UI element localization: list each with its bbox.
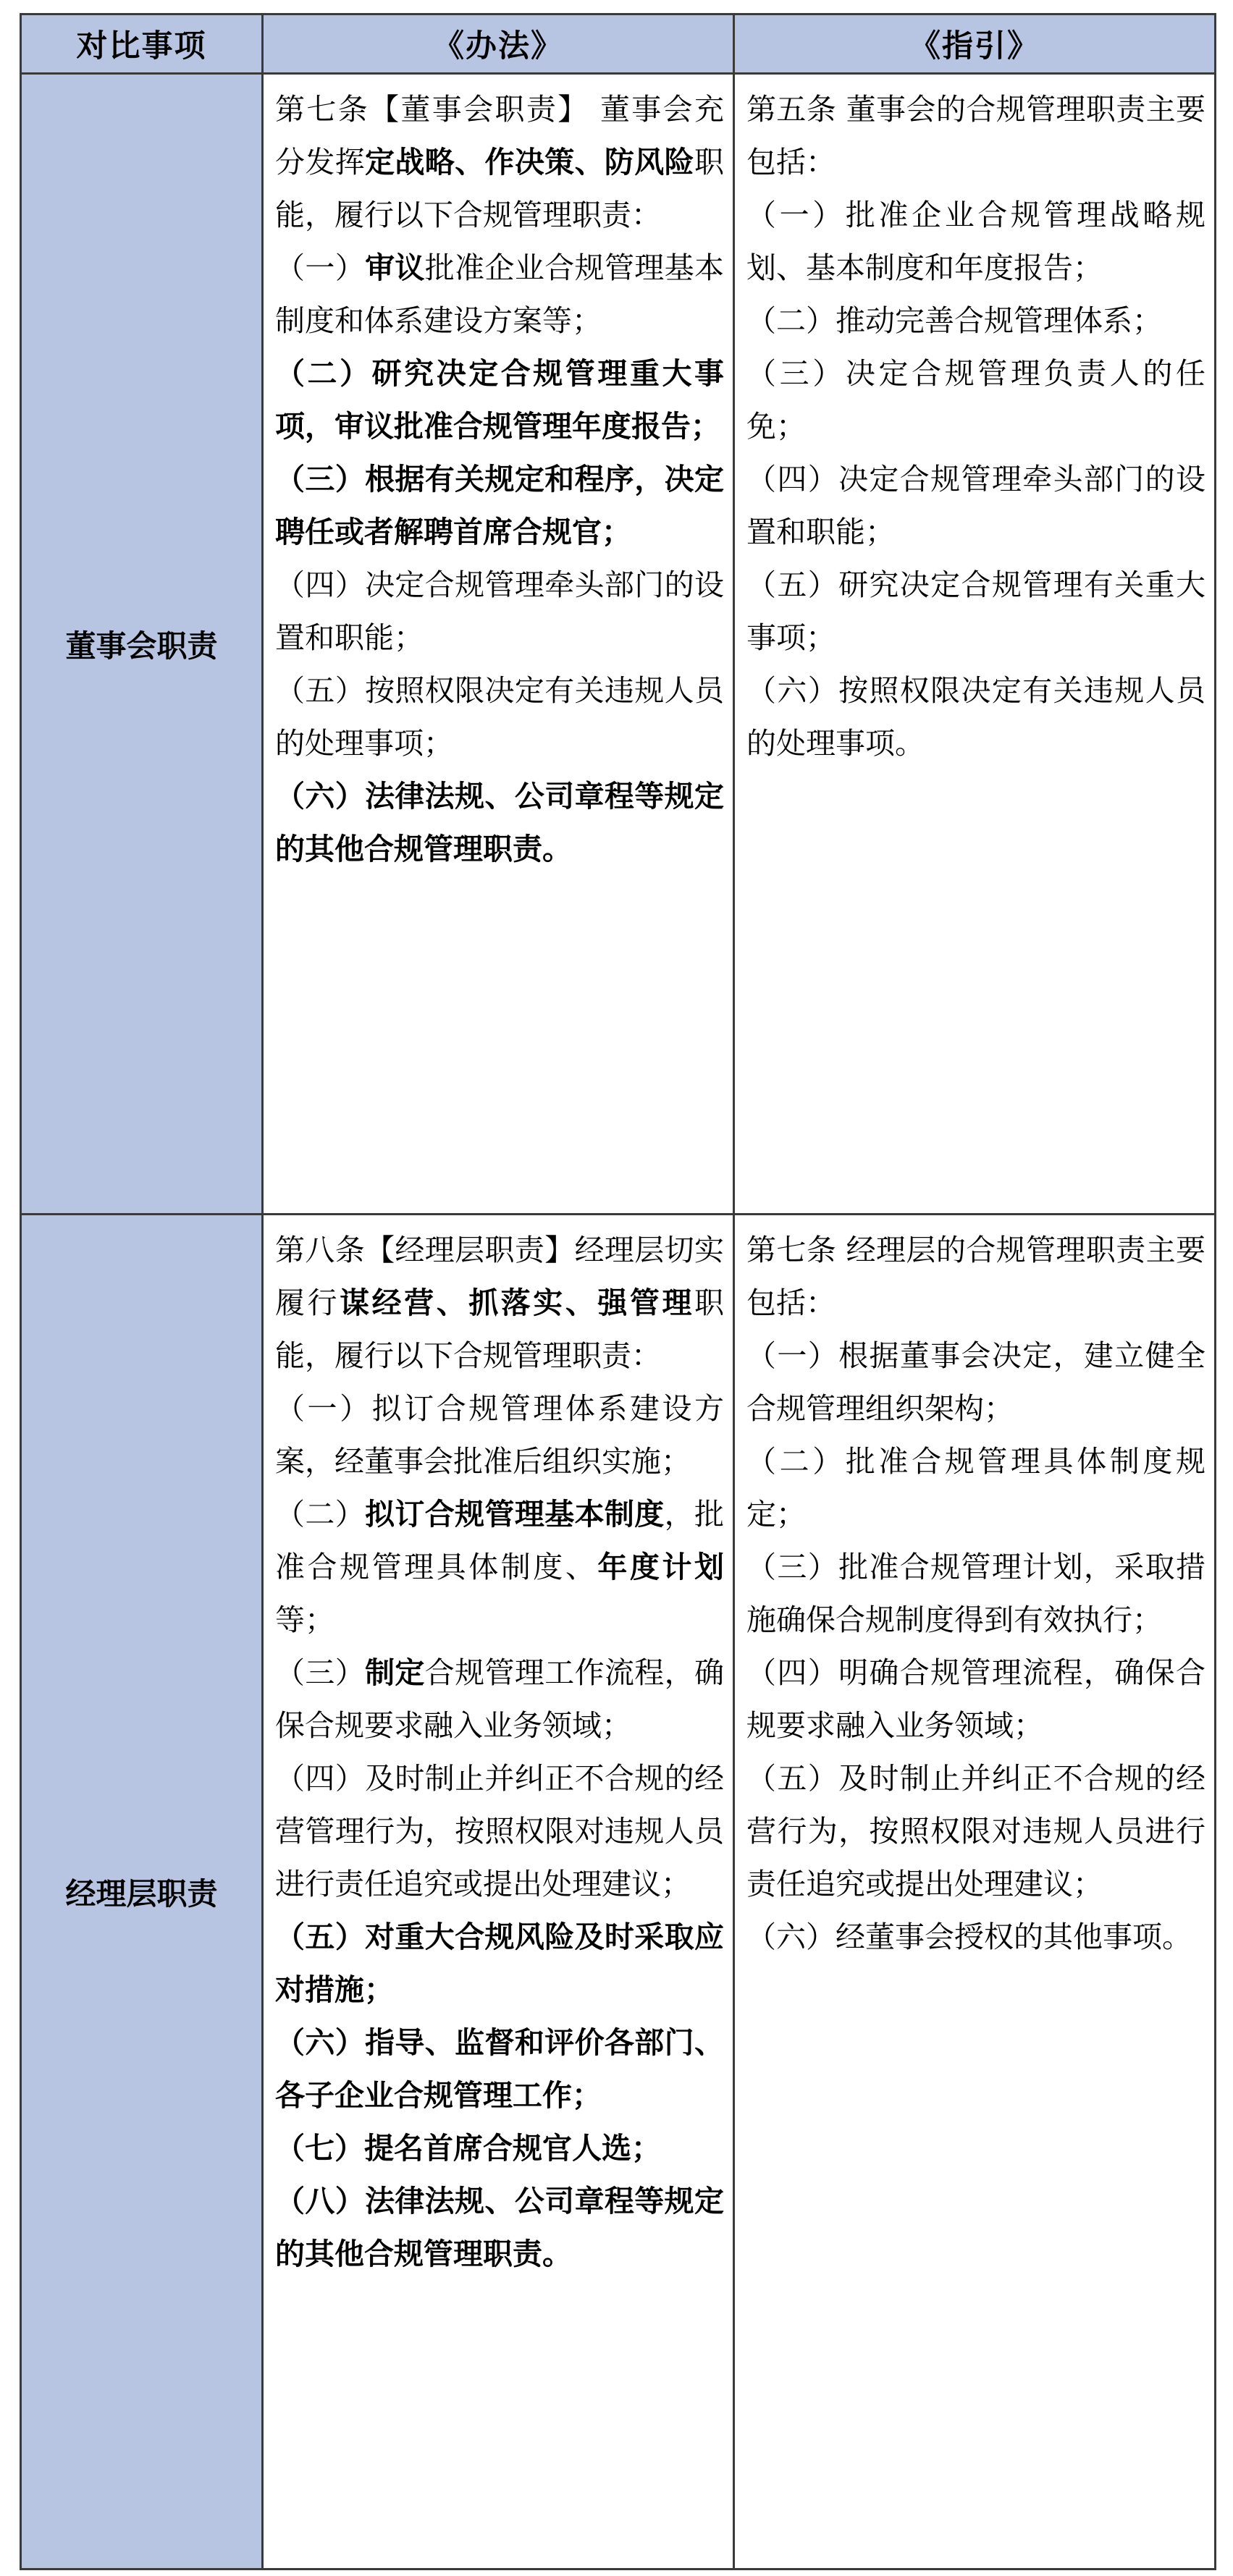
clause-paragraph <box>746 1911 1205 1964</box>
table-header-row <box>21 14 1216 74</box>
text-run: （一） <box>275 250 366 285</box>
board-banfa-cell <box>263 74 734 1215</box>
text-run: 职能，履行以下合规管理职责： <box>275 1285 725 1373</box>
clause-paragraph <box>275 1911 724 2017</box>
bold-text-run: （六）指导、监督和评价各部门、各子企业合规管理工作； <box>275 2025 724 2113</box>
text-run: （四）及时制止并纠正不合规的经营管理行为，按照权限对违规人员进行责任追究或提出处理建议； <box>275 1761 724 1901</box>
comparison-table <box>20 13 1216 2570</box>
text-run: 第七条【董事会职责】 董事会充分发挥 <box>275 92 724 180</box>
clause-paragraph <box>275 1224 724 1382</box>
clause-paragraph <box>275 1488 724 1647</box>
clause-paragraph <box>275 83 724 242</box>
clause-paragraph <box>746 1752 1205 1911</box>
clause-paragraph <box>275 453 724 559</box>
text-run: （三）决定合规管理负责人的任免； <box>746 356 1205 444</box>
clause-paragraph <box>746 295 1205 347</box>
clause-paragraph <box>746 1224 1205 1330</box>
bold-text-run: （七）提名首席合规官人选； <box>275 2131 661 2166</box>
bold-text-run: 定战略、作决策、防风险 <box>365 145 695 180</box>
clause-paragraph <box>275 2175 724 2281</box>
clause-paragraph <box>746 83 1205 189</box>
bold-text-run: （二）研究决定合规管理重大事项，审议批准合规管理年度报告； <box>275 356 724 444</box>
text-run: （二）批准合规管理具体制度规定； <box>746 1444 1205 1532</box>
clause-paragraph <box>746 189 1205 295</box>
clause-paragraph <box>275 1752 724 1911</box>
header-zhiyin: 《指引》 <box>734 14 1216 74</box>
text-run: （三） <box>275 1655 366 1690</box>
text-run: ，批准合规管理具体制度、 <box>275 1497 725 1584</box>
text-run: 批准企业合规管理基本制度和体系建设方案等； <box>275 250 725 338</box>
clause-paragraph <box>746 559 1205 664</box>
text-run: （六）经董事会授权的其他事项。 <box>746 1920 1192 1954</box>
management-banfa-cell <box>263 1215 734 2569</box>
text-run: （一）拟订合规管理体系建设方案，经董事会批准后组织实施； <box>275 1391 724 1479</box>
text-run: （四）明确合规管理流程，确保合规要求融入业务领域； <box>746 1655 1205 1743</box>
clause-paragraph <box>275 242 724 347</box>
clause-paragraph <box>746 1541 1205 1647</box>
management-zhiyin-cell <box>734 1215 1216 2569</box>
row-label-board: 董事会职责 <box>21 74 263 1215</box>
board-zhiyin-cell <box>734 74 1216 1215</box>
bold-text-run: （八）法律法规、公司章程等规定的其他合规管理职责。 <box>275 2184 724 2271</box>
table-row-board <box>21 74 1216 1215</box>
text-run: 第五条 董事会的合规管理职责主要包括： <box>746 92 1205 180</box>
text-run: 合规管理工作流程，确保合规要求融入业务领域； <box>275 1655 725 1743</box>
clause-paragraph <box>275 2122 724 2175</box>
header-compare-item: 对比事项 <box>21 14 263 74</box>
text-run: （六）按照权限决定有关违规人员的处理事项。 <box>746 673 1205 761</box>
text-run: （一）批准企业合规管理战略规划、基本制度和年度报告； <box>746 198 1205 285</box>
bold-text-run: 年度计划 <box>597 1550 725 1584</box>
text-run: 职能，履行以下合规管理职责： <box>275 145 725 232</box>
clause-paragraph <box>275 559 724 664</box>
text-run: （四）决定合规管理牵头部门的设置和职能； <box>275 567 724 655</box>
text-run: （五）及时制止并纠正不合规的经营行为，按照权限对违规人员进行责任追究或提出处理建议； <box>746 1761 1205 1901</box>
clause-paragraph <box>746 664 1205 770</box>
text-run: 第八条【经理层职责】经理层切实履行 <box>275 1233 724 1320</box>
text-run: （三）批准合规管理计划，采取措施确保合规制度得到有效执行； <box>746 1550 1205 1637</box>
clause-paragraph <box>746 1435 1205 1541</box>
clause-paragraph <box>275 770 724 876</box>
text-run: （四）决定合规管理牵头部门的设置和职能； <box>746 462 1205 549</box>
text-run: （五）按照权限决定有关违规人员的处理事项； <box>275 673 724 761</box>
bold-text-run: （三）根据有关规定和程序，决定聘任或者解聘首席合规官； <box>275 462 724 549</box>
clause-paragraph <box>746 453 1205 559</box>
clause-paragraph <box>275 2017 724 2122</box>
clause-paragraph <box>746 347 1205 453</box>
text-run: （二） <box>275 1497 366 1532</box>
clause-paragraph <box>275 1647 724 1752</box>
bold-text-run: （五）对重大合规风险及时采取应对措施； <box>275 1920 724 2007</box>
bold-text-run: 谋经营、抓落实、强管理 <box>340 1285 695 1320</box>
text-run: （一）根据董事会决定，建立健全合规管理组织架构； <box>746 1338 1205 1426</box>
bold-text-run: （六）法律法规、公司章程等规定的其他合规管理职责。 <box>275 779 724 866</box>
text-run: （二）推动完善合规管理体系； <box>746 303 1162 338</box>
text-run: （五）研究决定合规管理有关重大事项； <box>746 567 1205 655</box>
clause-paragraph <box>275 347 724 453</box>
row-label-management: 经理层职责 <box>21 1215 263 2569</box>
table-row-management <box>21 1215 1216 2569</box>
text-run: 等； <box>275 1602 334 1637</box>
clause-paragraph <box>275 1382 724 1488</box>
text-run: 第七条 经理层的合规管理职责主要包括： <box>746 1233 1205 1320</box>
clause-paragraph <box>746 1330 1205 1435</box>
clause-paragraph <box>275 664 724 770</box>
bold-text-run: 拟订合规管理基本制度 <box>365 1497 665 1532</box>
header-banfa: 《办法》 <box>263 14 734 74</box>
bold-text-run: 审议 <box>365 250 425 285</box>
bold-text-run: 制定 <box>365 1655 425 1690</box>
clause-paragraph <box>746 1647 1205 1752</box>
